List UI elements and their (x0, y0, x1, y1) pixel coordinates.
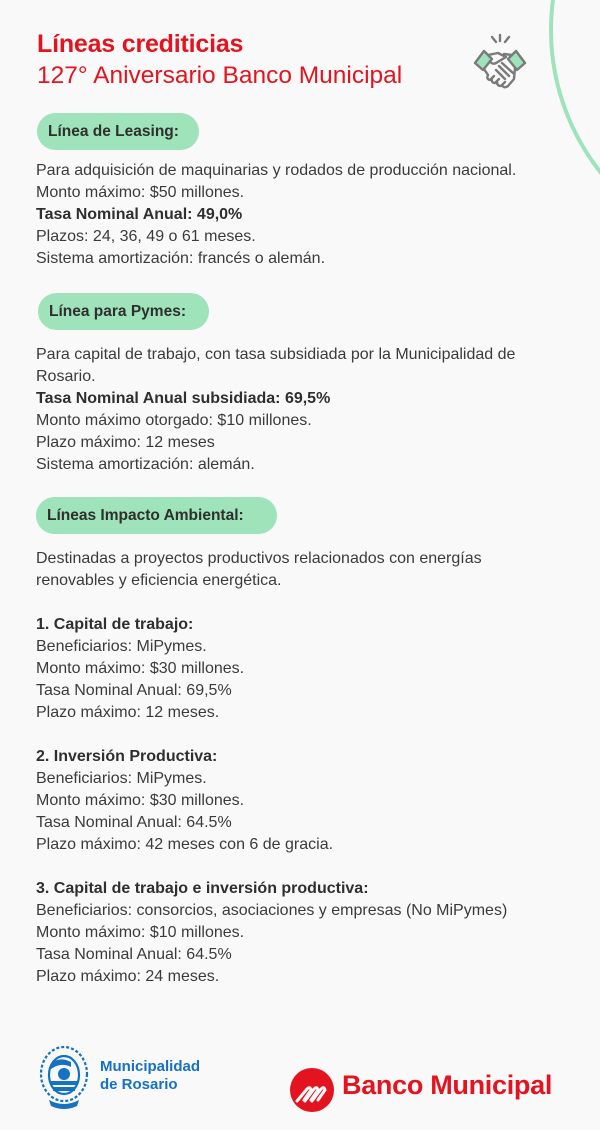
subsection-title: 1. Capital de trabajo: (36, 616, 194, 633)
leasing-line: Sistema amortización: francés o alemán. (36, 250, 326, 267)
pymes-line: Para capital de trabajo, con tasa subsidiada por la Municipalidad de (36, 346, 516, 363)
pymes-line: Sistema amortización: alemán. (36, 456, 255, 473)
municipalidad-seal-logo (37, 1042, 91, 1114)
section-body-impacto-ambiental (36, 548, 581, 988)
pymes-line: Plazo máximo: 12 meses (36, 434, 215, 451)
section-label-leasing: Línea de Leasing: (37, 113, 199, 150)
leasing-rate: Tasa Nominal Anual: 49,0% (36, 206, 243, 223)
page-title: Líneas crediticias (37, 30, 244, 58)
municipalidad-line2: de Rosario (100, 1076, 178, 1093)
section-label-impacto-ambiental: Líneas Impacto Ambiental: (36, 497, 277, 534)
subsection-line: Monto máximo: $30 millones. (36, 792, 245, 809)
pymes-line: Monto máximo otorgado: $10 millones. (36, 412, 312, 429)
subsection-title: 3. Capital de trabajo e inversión productiva: (36, 880, 369, 897)
subsection-line: Tasa Nominal Anual: 69,5% (36, 682, 232, 699)
municipalidad-line1: Municipalidad (100, 1058, 201, 1075)
subsection-line: Beneficiarios: MiPymes. (36, 770, 207, 787)
leasing-line: Para adquisición de maquinarias y rodados de producción nacional. (36, 162, 517, 179)
page-subtitle: 127° Aniversario Banco Municipal (37, 62, 403, 89)
subsection-line: Plazo máximo: 24 meses. (36, 968, 220, 985)
banco-municipal-logo (289, 1067, 335, 1113)
subsection-line: Tasa Nominal Anual: 64.5% (36, 814, 232, 831)
leasing-line: Monto máximo: $50 millones. (36, 184, 245, 201)
banco-municipal-logo-text: Banco Municipal (342, 1070, 553, 1100)
subsection-title: 2. Inversión Productiva: (36, 748, 218, 765)
subsection-line: Beneficiarios: consorcios, asociaciones y empresas (No MiPymes) (36, 902, 508, 919)
ambiental-intro-line: Destinadas a proyectos productivos relacionados con energías (36, 550, 482, 567)
handshake-icon (472, 33, 528, 93)
pymes-rate: Tasa Nominal Anual subsidiada: 69,5% (36, 390, 331, 407)
subsection-line: Beneficiarios: MiPymes. (36, 638, 207, 655)
subsection-line: Plazo máximo: 12 meses. (36, 704, 220, 721)
pymes-line: Rosario. (36, 368, 96, 385)
section-body-pymes (36, 344, 581, 476)
leasing-line: Plazos: 24, 36, 49 o 61 meses. (36, 228, 256, 245)
section-body-leasing (36, 160, 581, 270)
subsection-line: Monto máximo: $10 millones. (36, 924, 245, 941)
subsection-line: Tasa Nominal Anual: 64.5% (36, 946, 232, 963)
subsection-line: Plazo máximo: 42 meses con 6 de gracia. (36, 836, 334, 853)
municipalidad-logo-text (100, 1058, 200, 1094)
ambiental-intro-line: renovables y eficiencia energética. (36, 572, 282, 589)
subsection-line: Monto máximo: $30 millones. (36, 660, 245, 677)
section-label-pymes: Línea para Pymes: (38, 293, 209, 330)
